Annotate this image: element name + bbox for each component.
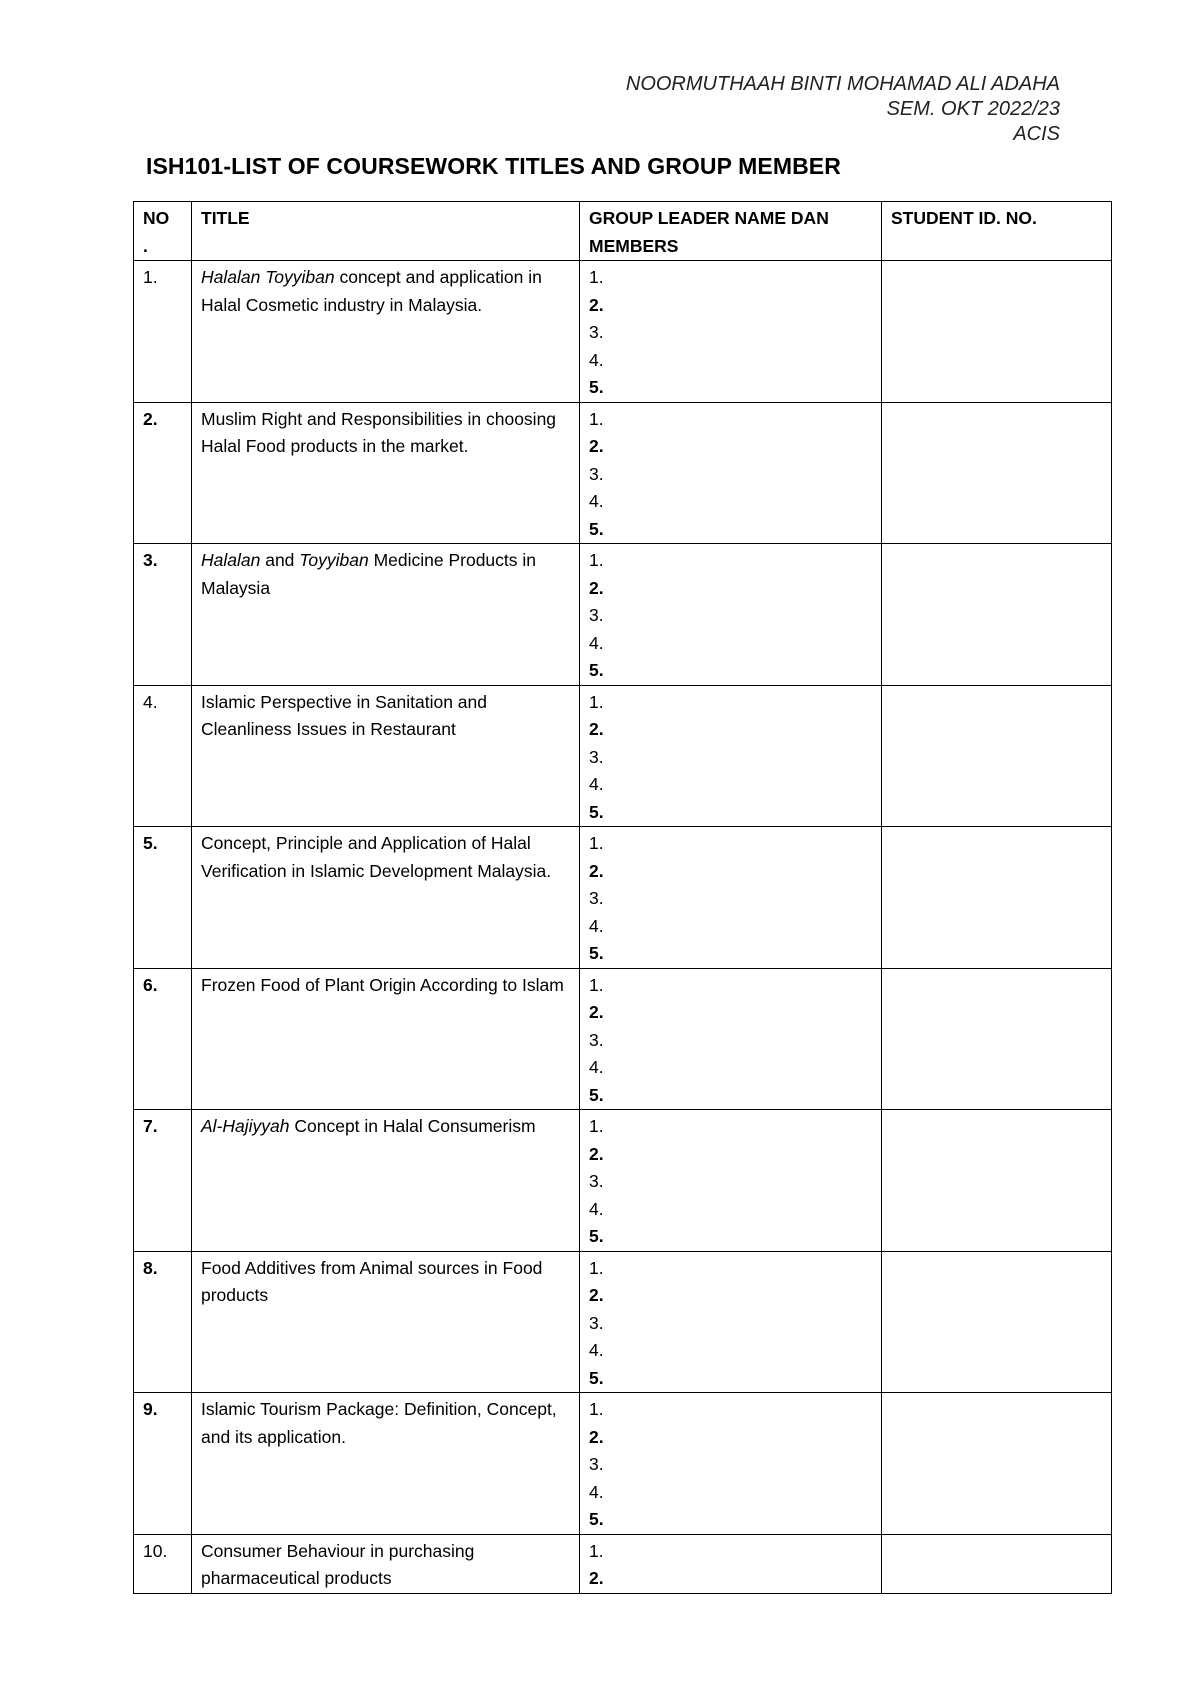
table-row <box>134 1393 1112 1535</box>
row-number: 5. <box>134 827 192 969</box>
table-row <box>134 544 1112 686</box>
column-header-no: NO . <box>134 202 192 261</box>
row-title <box>192 402 580 544</box>
row-members <box>580 827 882 969</box>
member-slot: 3. <box>589 605 604 625</box>
member-slot: 2. <box>589 1002 604 1022</box>
title-italic-term: Halalan Toyyiban <box>201 267 335 287</box>
member-slot: 5. <box>589 1367 604 1388</box>
author-name: NOORMUTHAAH BINTI MOHAMAD ALI ADAHA <box>625 73 1060 95</box>
column-header-members: GROUP LEADER NAME DAN MEMBERS <box>580 202 882 261</box>
member-slot: 1. <box>589 1116 604 1136</box>
table-body <box>134 261 1112 1594</box>
column-header-title: TITLE <box>192 202 580 261</box>
table-row <box>134 968 1112 1110</box>
row-student-id <box>882 402 1112 544</box>
row-title <box>192 1251 580 1393</box>
table-row <box>134 261 1112 403</box>
member-slot: 3. <box>589 1312 604 1333</box>
member-slot: 2. <box>589 719 604 739</box>
member-slot: 4. <box>589 774 604 794</box>
table-header-row <box>134 202 1112 261</box>
coursework-table <box>133 201 1112 1594</box>
title-text: Islamic Perspective in Sanitation and Cleanliness Issues in Restaurant <box>201 691 487 739</box>
title-text: Consumer Behaviour in purchasing pharmaceutical products <box>201 1540 475 1588</box>
member-slot: 1. <box>589 691 604 712</box>
member-slot: 4. <box>589 491 604 511</box>
row-student-id <box>882 261 1112 403</box>
row-title <box>192 261 580 403</box>
title-text: Concept in Halal Consumerism <box>289 1116 536 1136</box>
member-slot: 4. <box>589 1198 604 1219</box>
row-number: 3. <box>134 544 192 686</box>
row-student-id <box>882 1534 1112 1593</box>
member-slot: 2. <box>589 1426 604 1447</box>
table-row <box>134 1534 1112 1593</box>
row-student-id <box>882 968 1112 1110</box>
row-title <box>192 1393 580 1535</box>
member-slot: 3. <box>589 746 604 767</box>
table-row <box>134 1251 1112 1393</box>
member-slot: 1. <box>589 267 604 287</box>
member-slot: 3. <box>589 1454 604 1474</box>
title-italic-term: Toyyiban <box>299 550 369 570</box>
member-slot: 3. <box>589 463 604 484</box>
member-slot: 4. <box>589 349 604 370</box>
title-text: and <box>260 550 300 570</box>
row-members <box>580 1110 882 1252</box>
row-members <box>580 968 882 1110</box>
member-slot: 1. <box>589 408 604 429</box>
member-slot: 1. <box>589 1257 604 1278</box>
member-slot: 2. <box>589 577 604 598</box>
member-slot: 5. <box>589 660 604 680</box>
title-italic-term: Halalan <box>201 550 261 570</box>
table-row <box>134 685 1112 827</box>
row-members <box>580 402 882 544</box>
row-members <box>580 261 882 403</box>
member-slot: 1. <box>589 550 604 570</box>
member-slot: 2. <box>589 1143 604 1164</box>
member-slot: 1. <box>589 1540 604 1561</box>
member-slot: 4. <box>589 1481 604 1502</box>
member-slot: 1. <box>589 974 604 995</box>
member-slot: 5. <box>589 801 604 822</box>
title-text: Muslim Right and Responsibilities in choosing Halal Food products in the market. <box>201 408 557 456</box>
member-slot: 4. <box>589 915 604 936</box>
member-slot: 3. <box>589 322 604 342</box>
row-number: 10. <box>134 1534 192 1593</box>
title-italic-term: Al-Hajiyyah <box>201 1116 290 1136</box>
row-number: 1. <box>134 261 192 403</box>
document-header <box>626 72 1060 147</box>
row-members <box>580 1251 882 1393</box>
row-student-id <box>882 1393 1112 1535</box>
member-slot: 1. <box>589 1399 604 1419</box>
row-title <box>192 968 580 1110</box>
member-slot: 2. <box>589 294 604 315</box>
member-slot: 5. <box>589 1226 604 1246</box>
title-text: Frozen Food of Plant Origin According to Islam <box>201 974 564 995</box>
member-slot: 4. <box>589 1340 604 1360</box>
row-members <box>580 1534 882 1593</box>
page-title: ISH101-LIST OF COURSEWORK TITLES AND GROUP MEMBER <box>146 153 841 179</box>
member-slot: 3. <box>589 1171 604 1191</box>
member-slot: 5. <box>589 943 604 963</box>
row-title <box>192 1534 580 1593</box>
row-number: 8. <box>134 1251 192 1393</box>
table-row <box>134 827 1112 969</box>
table-row <box>134 402 1112 544</box>
member-slot: 3. <box>589 888 604 908</box>
member-slot: 1. <box>589 833 604 853</box>
row-student-id <box>882 1251 1112 1393</box>
member-slot: 4. <box>589 632 604 653</box>
table-row <box>134 1110 1112 1252</box>
row-student-id <box>882 827 1112 969</box>
title-text: Islamic Tourism Package: Definition, Concept, and its application. <box>201 1399 557 1447</box>
row-number: 7. <box>134 1110 192 1252</box>
row-members <box>580 544 882 686</box>
member-slot: 5. <box>589 377 604 397</box>
member-slot: 3. <box>589 1029 604 1050</box>
row-number: 2. <box>134 402 192 544</box>
row-student-id <box>882 685 1112 827</box>
row-student-id <box>882 1110 1112 1252</box>
member-slot: 2. <box>589 1568 604 1588</box>
faculty-label: ACIS <box>1013 123 1060 145</box>
row-student-id <box>882 544 1112 686</box>
title-text: Concept, Principle and Application of Halal Verification in Islamic Development Malaysia. <box>201 833 552 881</box>
row-members <box>580 1393 882 1535</box>
member-slot: 5. <box>589 1084 604 1105</box>
member-slot: 2. <box>589 860 604 881</box>
row-number: 4. <box>134 685 192 827</box>
title-text: Medicine Products in Malaysia <box>201 550 537 598</box>
row-number: 6. <box>134 968 192 1110</box>
row-title <box>192 544 580 686</box>
member-slot: 2. <box>589 1285 604 1305</box>
row-title <box>192 685 580 827</box>
column-header-student-id: STUDENT ID. NO. <box>882 202 1112 261</box>
member-slot: 5. <box>589 518 604 539</box>
title-text: Food Additives from Animal sources in Food products <box>201 1257 543 1305</box>
row-number: 9. <box>134 1393 192 1535</box>
member-slot: 5. <box>589 1509 604 1529</box>
row-members <box>580 685 882 827</box>
row-title <box>192 827 580 969</box>
row-title <box>192 1110 580 1252</box>
member-slot: 2. <box>589 436 604 456</box>
member-slot: 4. <box>589 1057 604 1077</box>
semester-label: SEM. OKT 2022/23 <box>886 98 1060 120</box>
title-text: concept and application in Halal Cosmetic industry in Malaysia. <box>201 267 542 315</box>
